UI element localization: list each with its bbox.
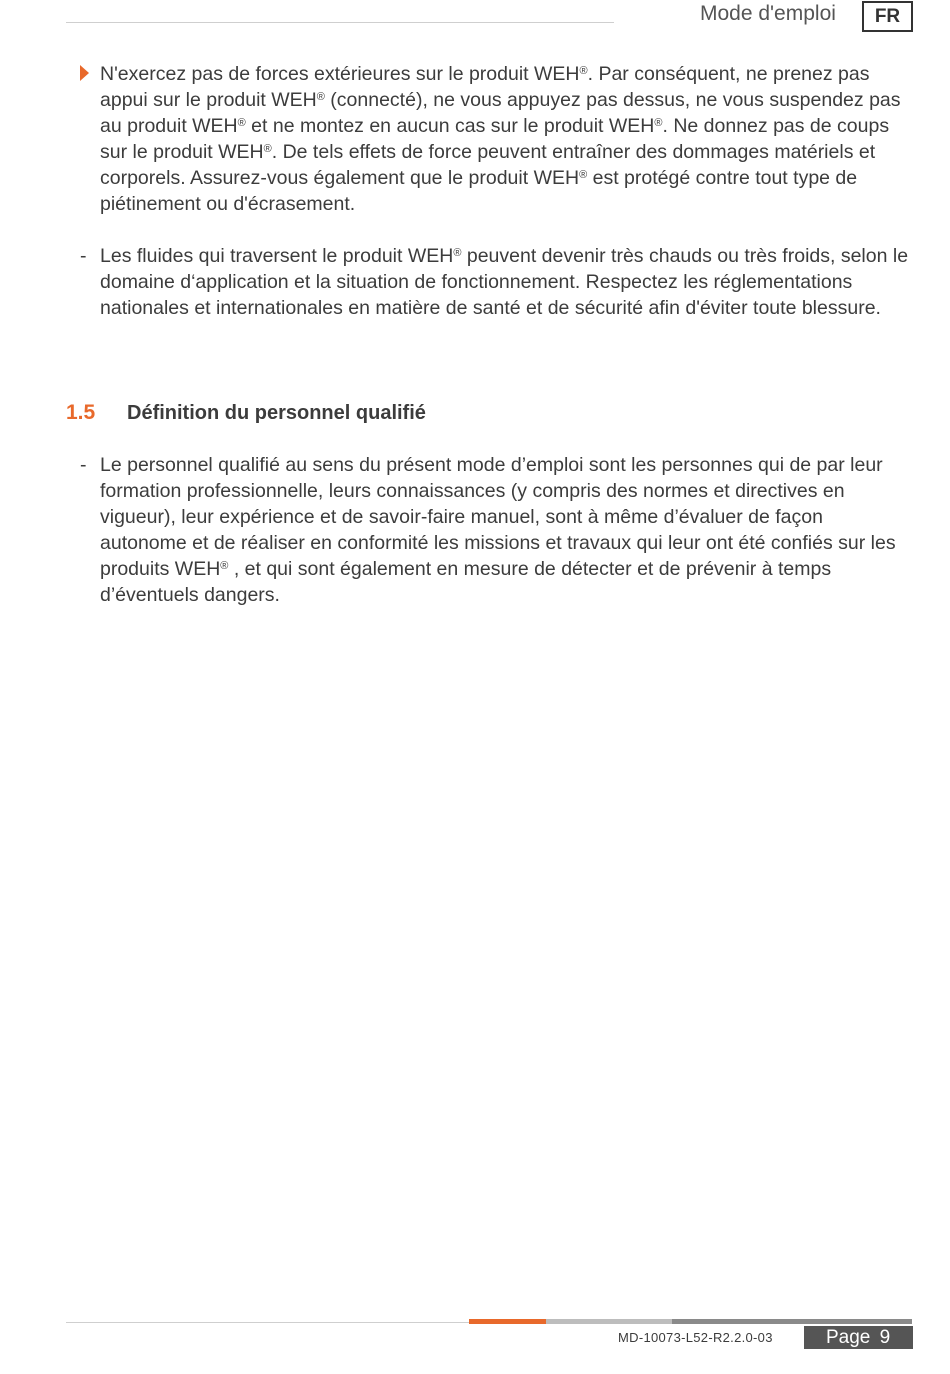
document-title: Mode d'emploi	[700, 2, 836, 25]
document-reference: MD-10073-L52-R2.2.0-03	[618, 1330, 773, 1345]
page-number: Page 9	[804, 1326, 913, 1349]
header-rule	[66, 22, 614, 23]
registered-mark: ®	[237, 117, 246, 129]
paragraph-qualified-personnel: Le personnel qualifié au sens du présent mode d’emploi sont les personnes qui de par leur formation professionnelle, leurs connaissances (y compris des normes et directives en vigueur), leur expérience et de savoir-faire manuel, sont à même d’évaluer de façon autonome et de réaliser en conformité les missions et travaux qui leur ont été confiés sur les produits WEH® , et qui sont également en mesure de détecter et de prévenir à temps d’éventuels dangers.	[100, 454, 896, 606]
paragraph-fluids: Les fluides qui traversent le produit WEH® peuvent devenir très chauds ou très froids, selon le domaine d‘application et la situation de fonctionnement. Respectez les réglementations nationales et internationales en matière de santé et de sécurité afin d'éviter toute blessure.	[100, 245, 909, 319]
registered-mark: ®	[220, 560, 229, 572]
dash-bullet-marker: -	[80, 245, 87, 267]
registered-mark: ®	[453, 247, 462, 259]
footer-light-bar	[546, 1319, 672, 1324]
registered-mark: ®	[654, 117, 663, 129]
language-badge: FR	[862, 1, 913, 32]
section-title: Définition du personnel qualifié	[127, 402, 426, 424]
registered-mark: ®	[316, 91, 325, 103]
footer-accent-bar	[469, 1319, 546, 1324]
dash-bullet-marker: -	[80, 454, 87, 476]
registered-mark: ®	[579, 169, 588, 181]
warning-paragraph-forces: N'exercez pas de forces extérieures sur le produit WEH®. Par conséquent, ne prenez pas appui sur le produit WEH® (connecté), ne vous appuyez pas dessus, ne vous suspendez pas au produit WEH® et ne montez en aucun cas sur le produit WEH®. Ne donnez pas de coups sur le produit WEH®. De tels effets de force peuvent entraîner des dommages matériels et corporels. Assurez-vous également que le produit WEH® est protégé contre tout type de piétinement ou d'écrasement.	[100, 63, 901, 215]
section-number: 1.5	[66, 401, 96, 424]
registered-mark: ®	[579, 65, 588, 77]
arrow-bullet-icon	[80, 65, 89, 81]
registered-mark: ®	[263, 143, 272, 155]
footer-dark-bar	[672, 1319, 912, 1324]
